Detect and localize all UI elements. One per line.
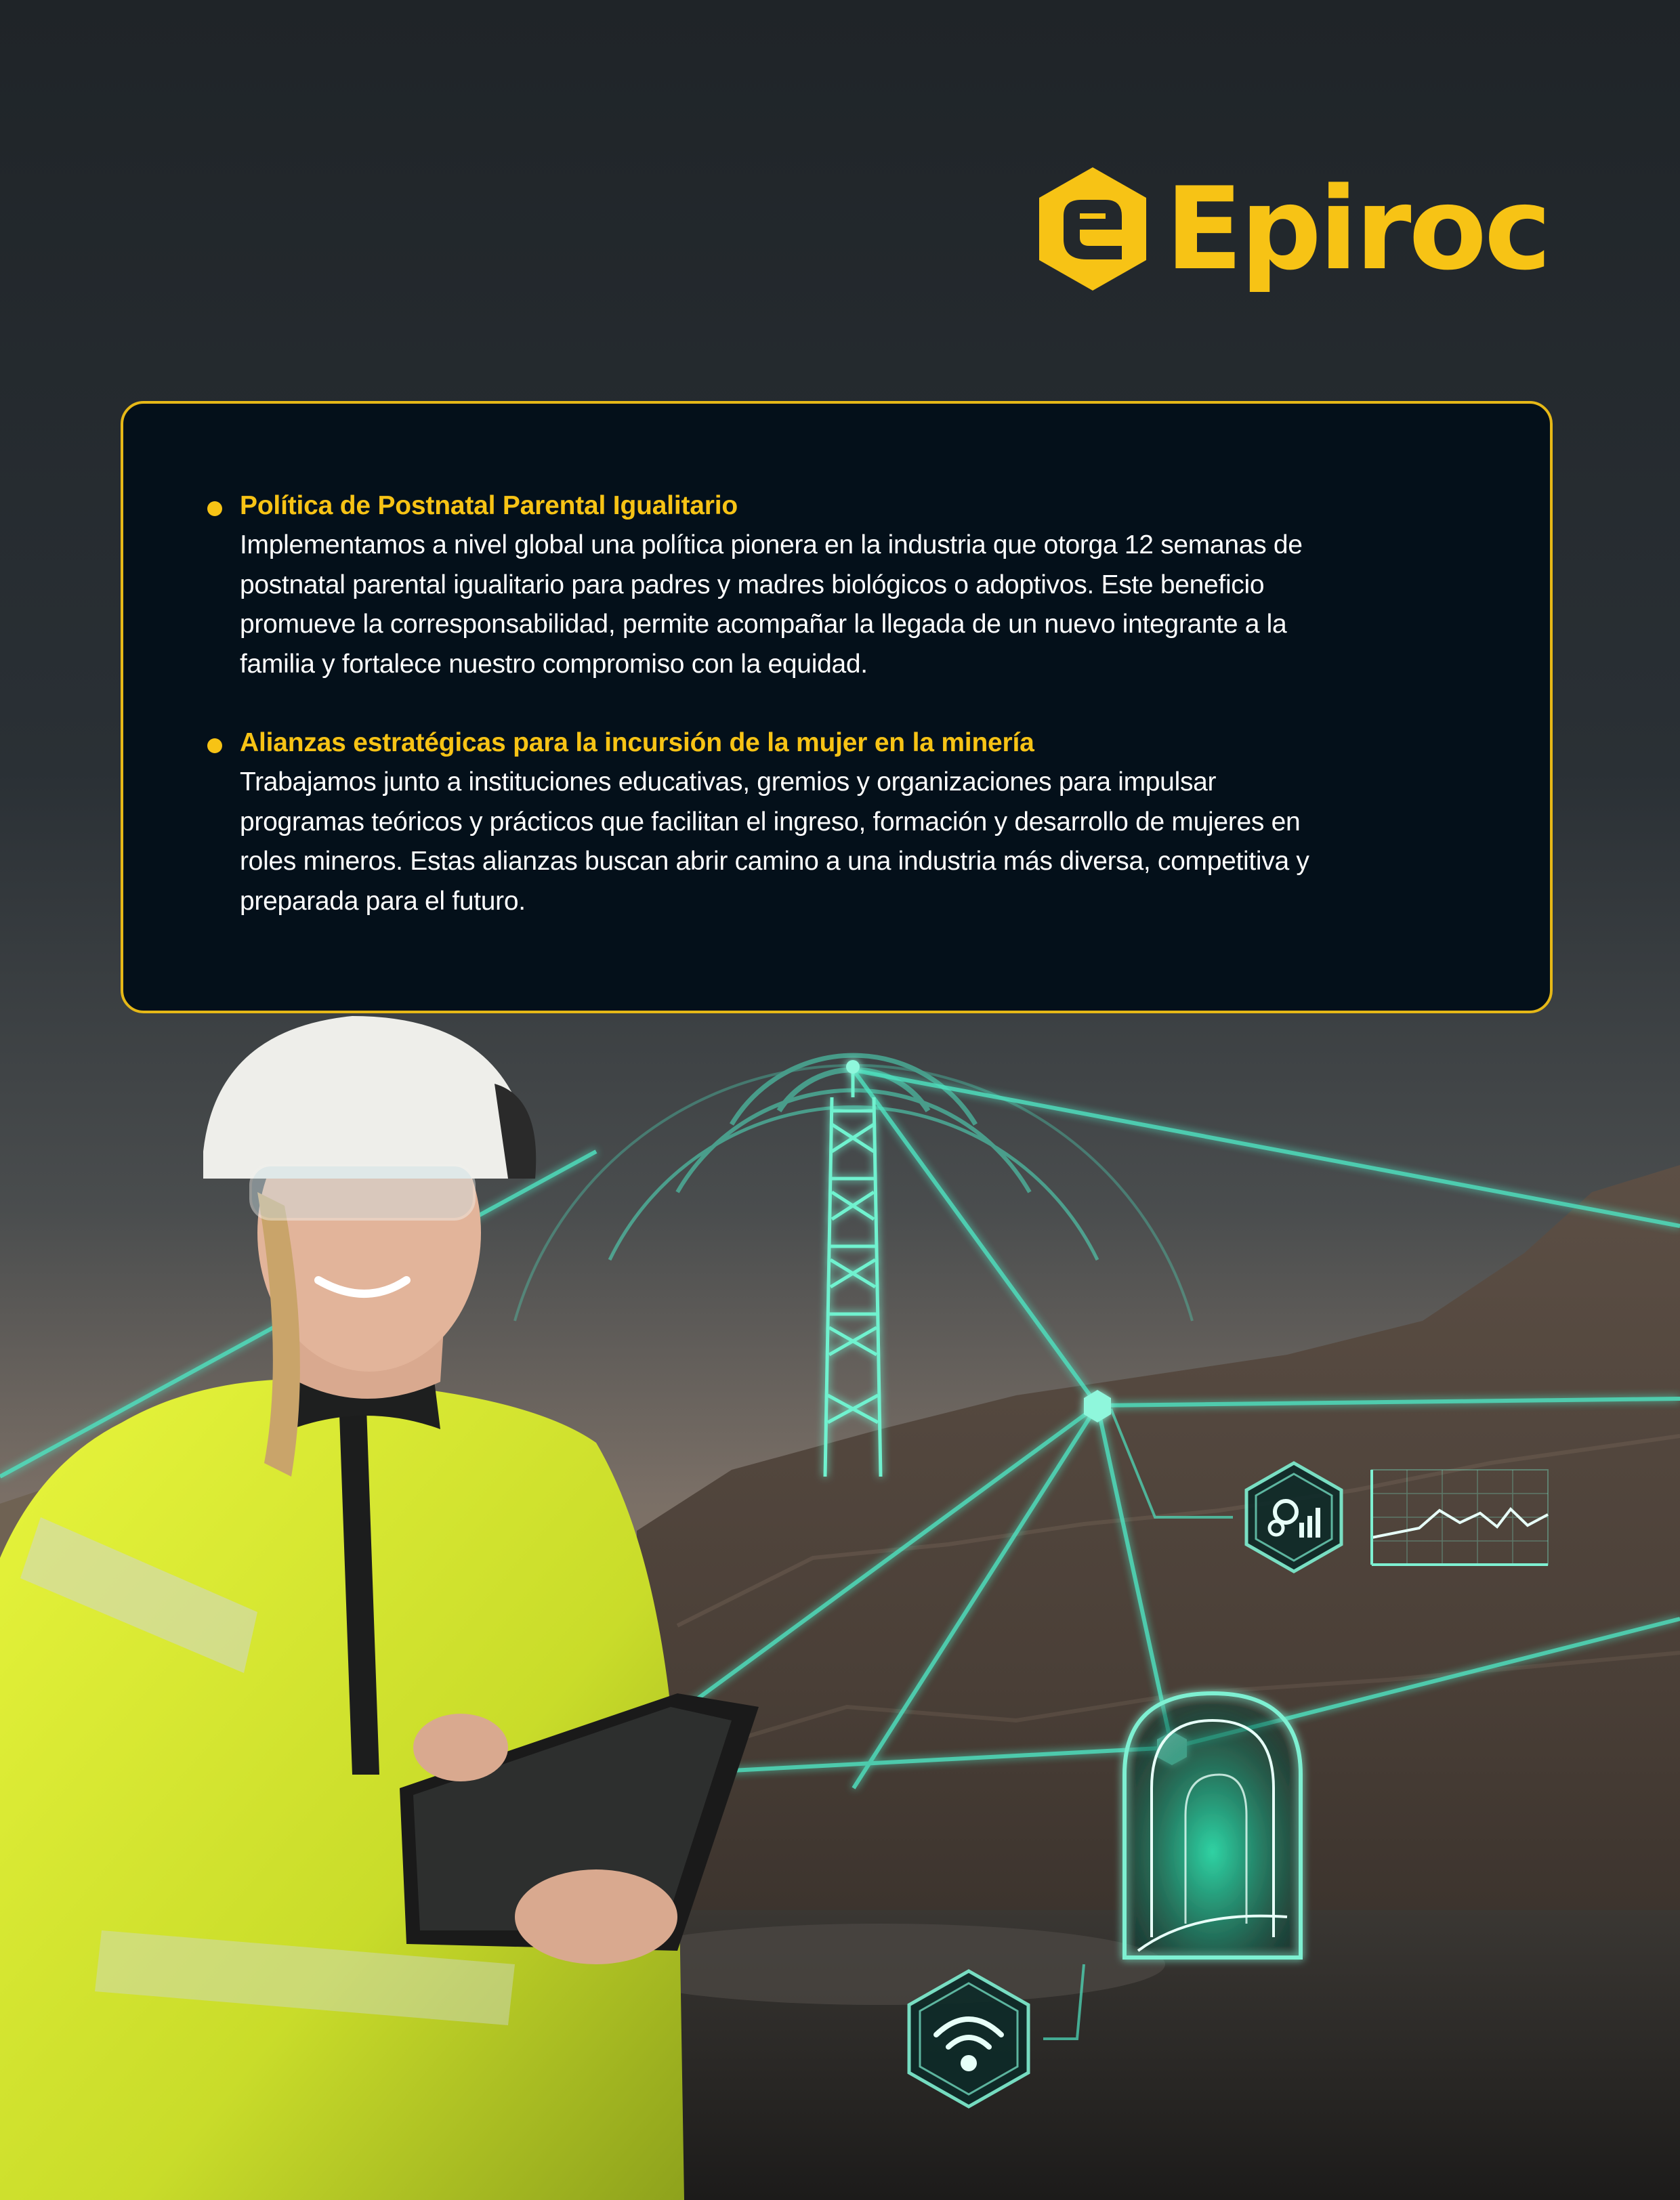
- benefit-text-line: programas teóricos y prácticos que facilitan el ingreso, formación y desarrollo de mujeres en: [240, 807, 1301, 837]
- benefit-description: [240, 526, 1513, 684]
- benefit-item: [240, 723, 1513, 921]
- benefit-text-line: familia y fortalece nuestro compromiso con la equidad.: [240, 649, 868, 679]
- benefit-text-line: Implementamos a nivel global una política pionera en la industria que otorga 12 semanas de: [240, 530, 1303, 559]
- benefit-text-line: preparada para el futuro.: [240, 886, 526, 916]
- benefit-title: Política de Postnatal Parental Igualitario: [240, 491, 738, 520]
- benefit-item: [240, 486, 1513, 684]
- tunnel-icon: [1125, 1693, 1301, 1958]
- brand-wordmark: Epiroc: [1165, 163, 1549, 295]
- benefit-text-line: Trabajamos junto a instituciones educativas, gremios y organizaciones para impulsar: [240, 767, 1217, 797]
- benefit-text-line: postnatal parental igualitario para padres y madres biológicos o adoptivos. Este beneficio: [240, 570, 1265, 599]
- epiroc-logo-icon: [1035, 165, 1150, 293]
- benefit-text-line: roles mineros. Estas alianzas buscan abrir camino a una industria más diversa, competitiva y: [240, 847, 1309, 876]
- brand-logo: [1035, 161, 1549, 297]
- benefits-card: [121, 401, 1553, 1013]
- benefit-description: [240, 763, 1513, 921]
- bullet-dot: [207, 501, 222, 516]
- bullet-dot: [207, 738, 222, 753]
- benefit-text-line: promueve la corresponsabilidad, permite acompañar la llegada de un nuevo integrante a la: [240, 610, 1287, 639]
- benefit-title: Alianzas estratégicas para la incursión de la mujer en la minería: [240, 728, 1034, 757]
